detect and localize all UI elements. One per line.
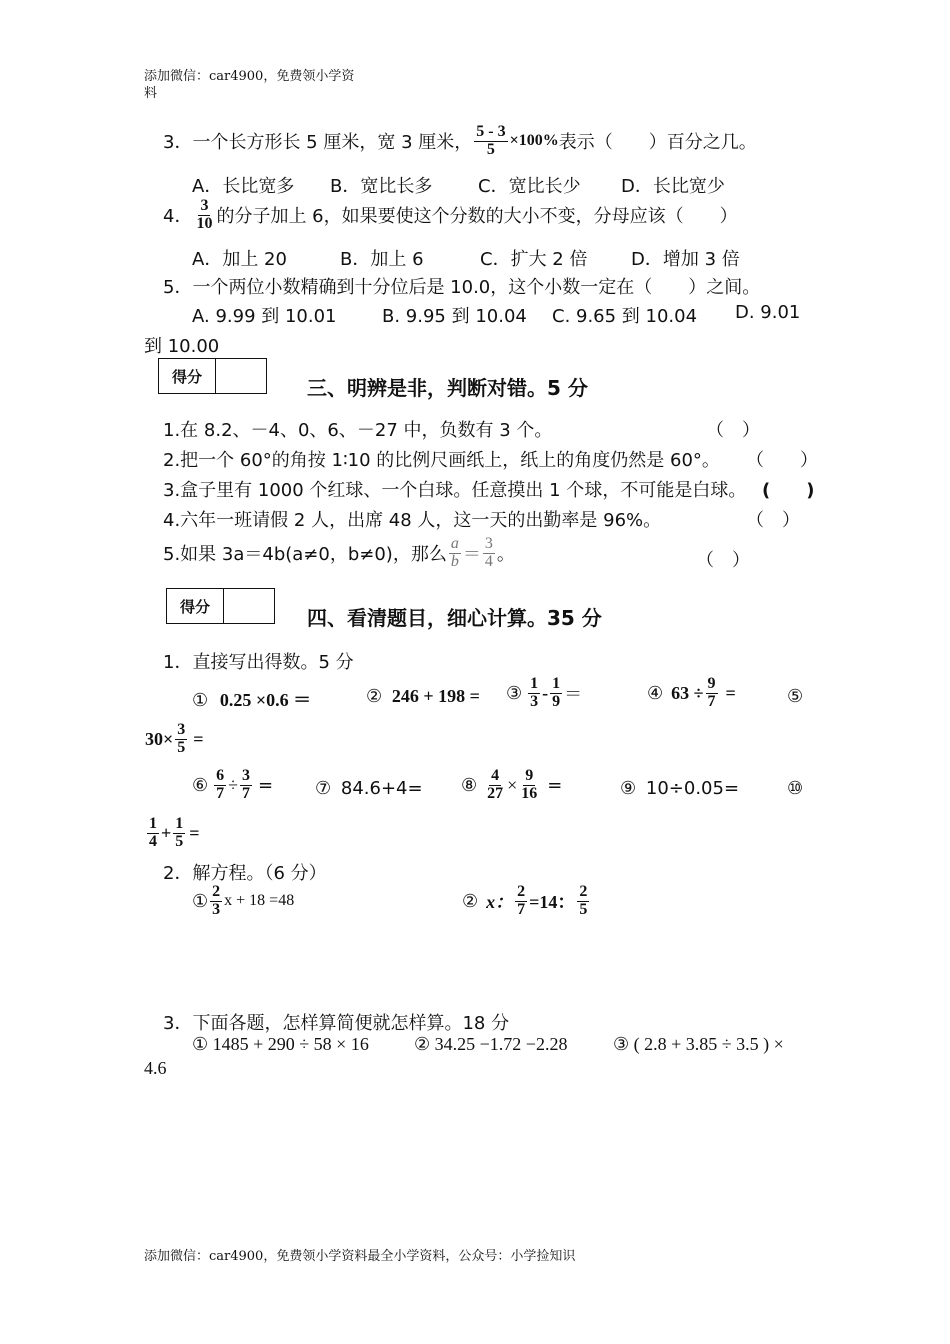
calc-6-fraction-2: [240, 768, 252, 803]
multiply-sign: ×: [507, 774, 518, 795]
simplify-1: ① 1485 + 290 ÷ 58 × 16: [192, 1034, 369, 1054]
score-box-section-4: [166, 588, 275, 624]
subsection-2-title: 2．解方程。（6 分）: [163, 863, 327, 884]
equals-sign: =: [725, 682, 736, 703]
simplify-3: ③ ( 2.8 + 3.85 ÷ 3.5 ) ×: [613, 1034, 784, 1054]
fraction-numerator: 9: [525, 767, 534, 784]
calc-9-expr: 10÷0.05=: [645, 778, 740, 799]
subsection-3-title: 3．下面各题，怎样算简便就怎样算。18 分: [163, 1013, 510, 1034]
question-4: [163, 198, 738, 233]
calc-3-fraction-2: [550, 676, 562, 711]
score-box-section-3: [158, 358, 267, 394]
question-3-percent: ×100%: [509, 132, 559, 150]
question-5-option-a: A. 9.99 到 10.01: [192, 306, 337, 327]
question-4-number: 4．: [163, 206, 193, 228]
equation-2-expr: x：: [486, 892, 514, 913]
watermark-header-line2: 料: [144, 86, 158, 101]
fraction-denominator: 3: [212, 900, 221, 918]
fraction-numerator: 5 - 3: [476, 123, 506, 140]
fraction-denominator: 5: [175, 832, 184, 850]
score-blank: [224, 589, 274, 623]
calc-5-expr: 30×: [145, 728, 174, 749]
question-3-fraction: [474, 124, 507, 159]
judge-item-4: 4.六年一班请假 2 人，出席 48 人，这一天的出勤率是 96%。: [163, 510, 662, 531]
calc-9-mark: ⑨: [620, 778, 637, 799]
calc-6-fraction-1: [214, 768, 226, 803]
question-3: [163, 124, 757, 159]
equation-1-mark: ①: [192, 890, 209, 912]
question-5-option-d-wrap: 到 10.00: [144, 336, 220, 357]
judge-item-5-end: 。: [496, 544, 515, 566]
fraction-denominator: 10: [196, 214, 213, 232]
calc-8-mark: ⑧: [461, 774, 478, 796]
fraction-numerator: 1: [149, 815, 157, 832]
fraction-numerator: 6: [216, 767, 225, 784]
plus-sign: +: [161, 822, 172, 843]
simplify-3-wrap: 4.6: [144, 1058, 167, 1078]
calc-7-mark: ⑦: [315, 778, 332, 799]
fraction-numerator: 9: [707, 675, 716, 692]
judge-item-3-paren: ( ): [762, 480, 815, 501]
score-blank: [216, 359, 266, 393]
question-5: 5．一个两位小数精确到十分位后是 10.0，这个小数一定在（ ）之间。: [163, 277, 761, 298]
fraction-denominator: 5: [177, 738, 186, 756]
question-4-option-c: C．扩大 2 倍: [480, 249, 588, 270]
question-4-option-a: A．加上 20: [192, 249, 287, 270]
question-4-option-b: B．加上 6: [340, 249, 424, 270]
fraction-denominator: 7: [517, 900, 526, 918]
equation-1-fraction: [210, 884, 222, 919]
score-label: 得分: [167, 589, 224, 623]
calc-8: [461, 768, 562, 803]
calc-5: [145, 722, 204, 757]
fraction-denominator: 5: [579, 900, 588, 918]
equals-sign: =: [547, 774, 563, 796]
judge-item-1: 1.在 8.2、－4、0、6、－27 中，负数有 3 个。: [163, 420, 553, 441]
fraction-numerator: 4: [491, 767, 500, 784]
fraction-denominator: 3: [530, 692, 539, 710]
question-3-text-after: 表示（ ）百分之几。: [558, 132, 757, 154]
fraction-denominator: 7: [216, 784, 225, 802]
question-4-text: 的分子加上 6，如果要使这个分数的大小不变，分母应该（ ）: [216, 206, 738, 228]
fraction-numerator: 1: [552, 675, 561, 692]
equals-sign: ＝: [564, 684, 583, 706]
judge-item-5-fraction-ab: [449, 536, 461, 571]
fraction-denominator: 4: [484, 552, 493, 570]
equation-1-expr: x + 18 =48: [224, 892, 295, 910]
calc-1-mark: ①: [192, 690, 209, 711]
equation-2-fraction-1: [515, 884, 527, 919]
score-label: 得分: [159, 359, 216, 393]
calc-9: [620, 778, 739, 799]
judge-item-3: 3.盒子里有 1000 个红球、一个白球。任意摸出 1 个球，不可能是白球。: [163, 480, 747, 501]
calc-10-mark: ⑩: [787, 778, 804, 799]
calc-3-mark: ③: [506, 682, 523, 704]
equals-sign: =: [193, 728, 204, 749]
judge-item-5-fraction-34: [483, 536, 495, 571]
minus-sign: -: [542, 682, 549, 703]
fraction-numerator: 1: [530, 675, 539, 692]
calc-1-expr: 0.25 ×0.6 ＝: [219, 690, 312, 710]
calc-4-fraction: [706, 676, 718, 711]
calc-2: [366, 686, 480, 707]
equals-sign: =: [258, 774, 274, 796]
calc-8-fraction-1: [485, 768, 505, 803]
equation-1: [192, 884, 294, 919]
equation-2-mid: =14：: [529, 892, 576, 913]
calc-10-fraction-1: [147, 816, 159, 851]
fraction-numerator: 2: [517, 883, 526, 900]
calc-2-mark: ②: [366, 686, 383, 707]
fraction-numerator: 1: [175, 815, 184, 832]
fraction-numerator: 3: [484, 535, 493, 552]
judge-item-1-paren: （ ）: [706, 420, 760, 441]
fraction-numerator: 3: [242, 767, 251, 784]
fraction-numerator: a: [450, 535, 459, 552]
question-3-option-b: B．宽比长多: [330, 176, 433, 197]
calc-7-expr: 84.6+4=: [340, 778, 423, 799]
calc-4-expr: 63 ÷: [671, 682, 704, 703]
fraction-denominator: 5: [486, 140, 495, 158]
calc-3: [506, 676, 582, 711]
watermark-footer: 添加微信：car4900，免费领小学资料最全小学资料，公众号：小学捡知识: [144, 1249, 576, 1264]
fraction-numerator: 2: [212, 883, 221, 900]
section-3-title: 三、明辨是非，判断对错。5 分: [307, 376, 588, 400]
calc-6-mark: ⑥: [192, 774, 209, 796]
calc-5-fraction: [175, 722, 187, 757]
equation-2: [462, 884, 591, 919]
section-4-title: 四、看清题目，细心计算。35 分: [307, 606, 602, 630]
fraction-denominator: 9: [552, 692, 561, 710]
watermark-header-line1: 添加微信：car4900，免费领小学资: [144, 69, 355, 84]
judge-item-5-paren: （ ）: [696, 550, 750, 571]
question-5-option-c: C. 9.65 到 10.04: [552, 306, 698, 327]
fraction-numerator: 3: [200, 197, 209, 214]
calc-5-mark: ⑤: [787, 686, 804, 707]
judge-item-4-paren: （ ）: [746, 510, 800, 531]
question-3-option-a: A．长比宽多: [192, 176, 295, 197]
fraction-denominator: 4: [149, 832, 157, 850]
fraction-denominator: 27: [487, 784, 504, 802]
calc-1: [192, 686, 311, 712]
fraction-denominator: 7: [242, 784, 251, 802]
simplify-2: ② 34.25 −1.72 −2.28: [414, 1034, 568, 1054]
judge-item-5-text: 5.如果 3a＝4b(a≠0，b≠0)，那么: [163, 544, 447, 566]
equals-sign: ＝: [462, 544, 481, 566]
calc-4: [647, 676, 736, 711]
question-3-text: 3．一个长方形长 5 厘米，宽 3 厘米，: [163, 132, 473, 154]
calc-10-fraction-2: [173, 816, 185, 851]
calc-6: [192, 768, 273, 803]
question-3-option-c: C．宽比长少: [478, 176, 581, 197]
calc-3-fraction-1: [528, 676, 540, 711]
equals-sign: =: [189, 822, 200, 843]
calc-8-fraction-2: [519, 768, 539, 803]
calc-2-expr: 246 + 198 =: [391, 686, 480, 706]
judge-item-5: [163, 536, 515, 571]
fraction-numerator: 2: [579, 883, 588, 900]
divide-sign: ÷: [228, 774, 239, 795]
question-3-option-d: D．长比宽少: [621, 176, 725, 197]
fraction-denominator: 7: [707, 692, 716, 710]
fraction-numerator: 3: [177, 721, 186, 738]
question-4-option-d: D．增加 3 倍: [631, 249, 740, 270]
calc-10: [145, 816, 200, 851]
question-4-fraction: [194, 198, 214, 233]
question-5-option-b: B. 9.95 到 10.04: [382, 306, 527, 327]
judge-item-2: 2.把一个 60°的角按 1∶10 的比例尺画纸上，纸上的角度仍然是 60°。: [163, 450, 720, 471]
judge-item-2-paren: （ ）: [746, 450, 818, 471]
calc-7: [315, 778, 423, 799]
equation-2-mark: ②: [462, 890, 479, 912]
calc-4-mark: ④: [647, 682, 664, 704]
fraction-denominator: 16: [521, 784, 538, 802]
equation-2-fraction-2: [577, 884, 589, 919]
question-5-option-d: D. 9.01: [735, 302, 801, 323]
subsection-1-title: 1．直接写出得数。5 分: [163, 652, 354, 673]
fraction-denominator: b: [450, 552, 459, 570]
